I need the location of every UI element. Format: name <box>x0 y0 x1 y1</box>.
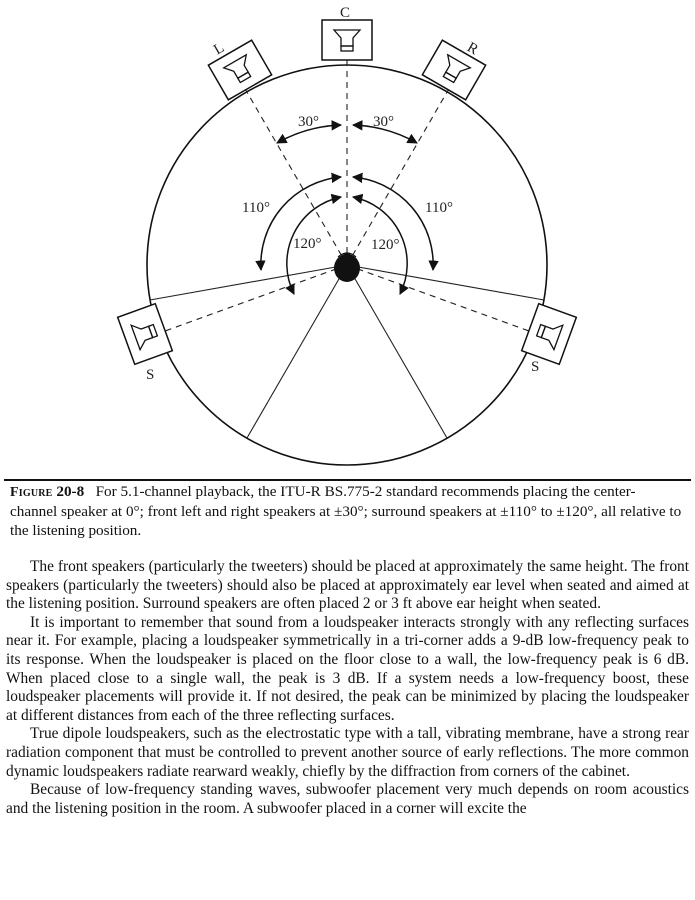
arc-surround-right-110 <box>353 177 433 270</box>
arc-surround-left-110 <box>261 177 341 270</box>
caption-label: Figure <box>10 485 53 500</box>
speaker-label-surround-left: S <box>146 367 155 383</box>
angle-label-surround-right-120: 120° <box>371 237 400 253</box>
paragraph: The front speakers (particularly the tweeters) should be placed at approximately the same height. The front speakers (particularly the tweeters) should also be placed at approximately ear level when seated and aimed at the listening position. Surround speakers are often placed 2 or 3 ft above ear height when seated. <box>6 558 689 613</box>
speaker-label-surround-right: S <box>531 359 540 375</box>
speaker-label-center: C <box>340 5 351 21</box>
paragraph: True dipole loudspeakers, such as the electrostatic type with a tall, vibrating membrane, have a strong rear radiation component that must be controlled to prevent another source of early reflections. The more common dynamic loudspeakers radiate rearward weakly, chiefly by the diffraction from corners of the cabinet. <box>6 725 689 780</box>
paragraph: Because of low-frequency standing waves, subwoofer placement very much depends on room acoustics and the listening position in the room. A subwoofer placed in a corner will excite the <box>6 781 689 817</box>
angle-label-surround-right-110: 110° <box>425 200 453 216</box>
speaker-axes <box>154 60 540 335</box>
angle-label-surround-left-120: 120° <box>293 236 322 252</box>
listener-head-icon <box>334 253 360 282</box>
angle-label-surround-left-110: 110° <box>242 200 270 216</box>
angle-label-front-left: 30° <box>298 114 319 130</box>
angle-label-front-right: 30° <box>373 114 394 130</box>
speaker-label-right: R <box>464 39 481 59</box>
boundary-radii <box>150 265 544 438</box>
body-text <box>6 558 689 818</box>
caption-rule <box>4 479 691 481</box>
paragraph: It is important to remember that sound from a loudspeaker interacts strongly with any reflecting surfaces near it. For example, placing a loudspeaker symmetrically in a tri-corner adds a 9-dB low-frequency peak to its response. When the loudspeaker is placed on the floor close to a wall, the low-frequency peak is 6 dB. When placed close to a single wall, the peak is 3 dB. If a system needs a low-frequency boost, these loudspeaker placements will provide it. If not desired, the peak can be minimized by placing the loudspeaker at different distances from each of the three reflecting surfaces. <box>6 613 689 724</box>
figure-caption <box>10 483 682 540</box>
caption-number: 20-8 <box>56 483 85 500</box>
speaker-label-left: L <box>211 39 228 59</box>
speaker-surround-left-icon <box>118 304 173 365</box>
speaker-surround-right-icon <box>522 304 577 365</box>
caption-text: For 5.1-channel playback, the ITU-R BS.775-2 standard recommends placing the center-channel speaker at 0°; front left and right speakers at ±30°; surround speakers at ±110° to ±120°, all relative to the listening position. <box>10 483 682 539</box>
speaker-center-icon <box>322 20 372 60</box>
